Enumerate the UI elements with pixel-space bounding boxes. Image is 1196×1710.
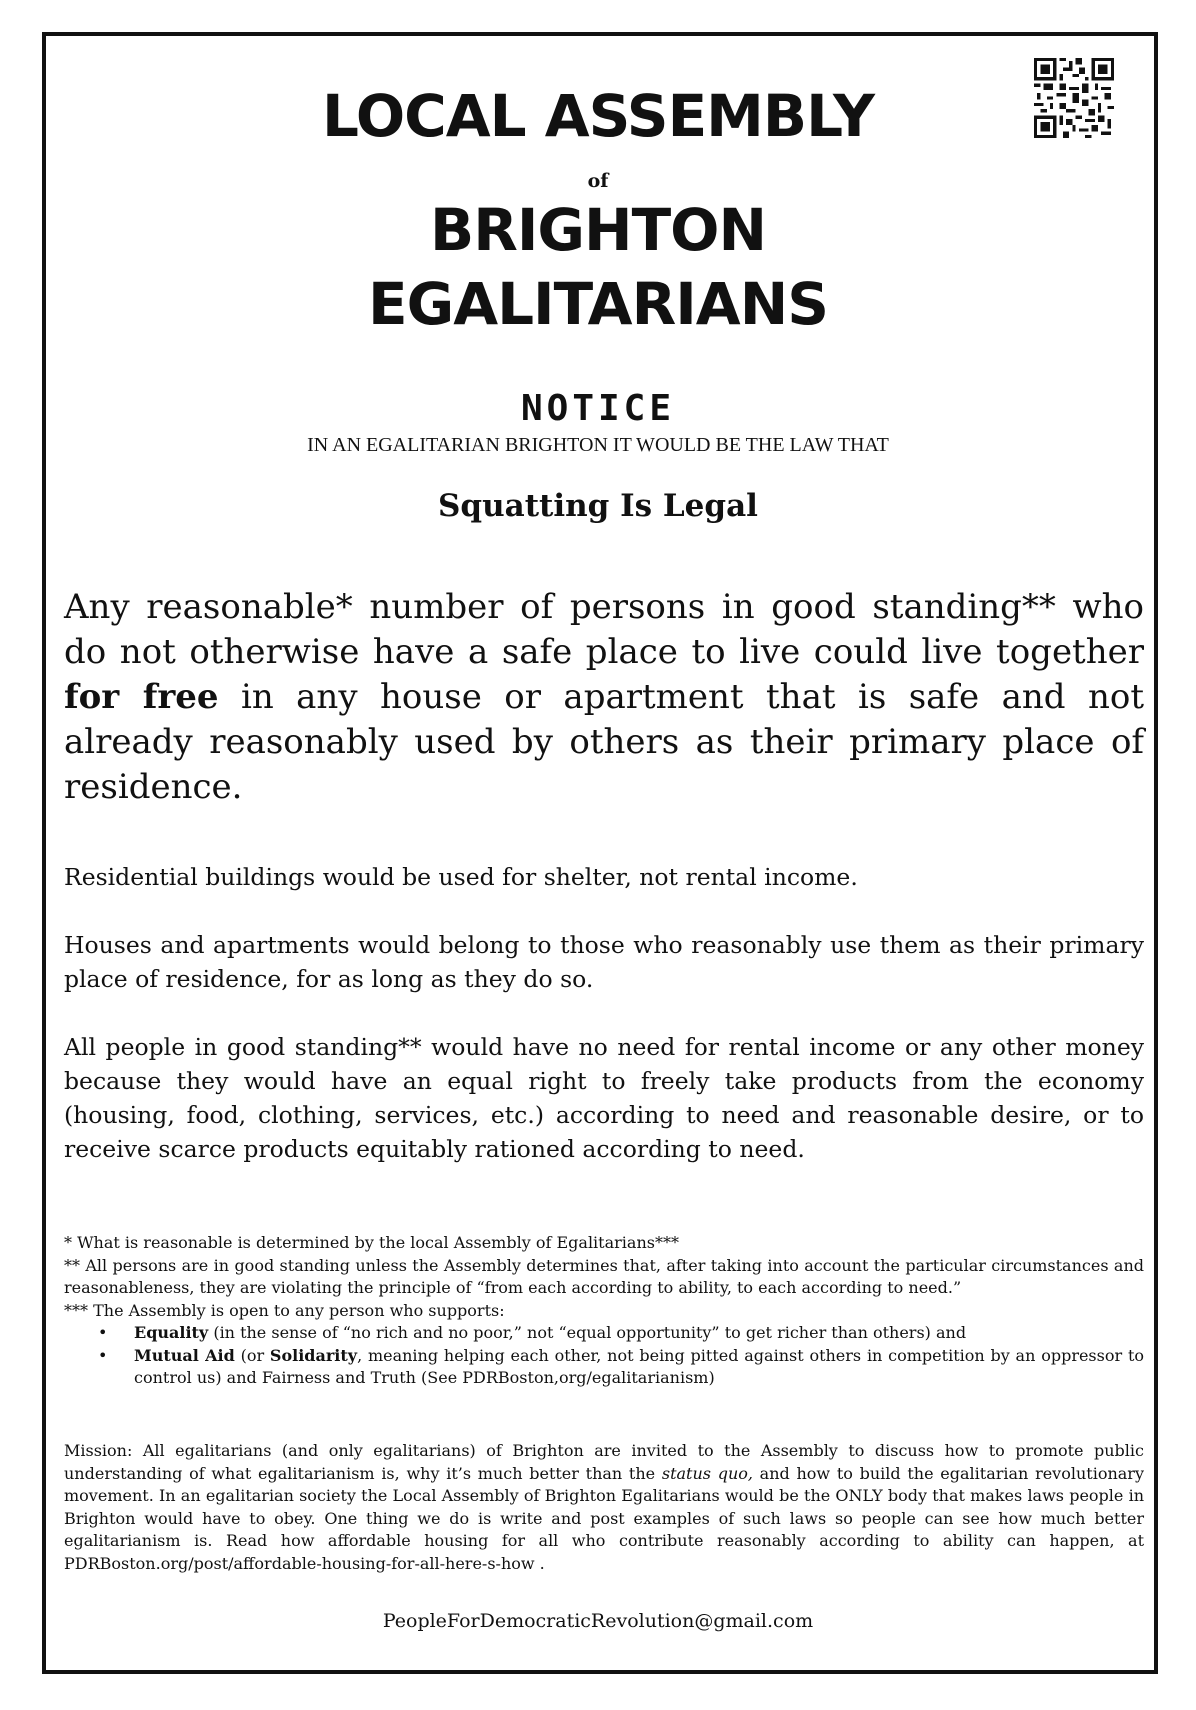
header-local-assembly: LOCAL ASSEMBLY bbox=[321, 82, 875, 150]
paragraph-residential: Residential buildings would be used for shelter, not rental income. bbox=[64, 863, 858, 891]
law-title: Squatting Is Legal bbox=[438, 488, 758, 524]
footnotes bbox=[64, 1232, 1144, 1390]
notice-subtitle: IN AN EGALITARIAN BRIGHTON IT WOULD BE THE LAW THAT bbox=[307, 434, 889, 456]
mission-paragraph: Mission: All egalitarians (and only egalitarians) of Brighton are invited to the Assembly to discuss how to promote public understanding of what egalitarianism is, why it’s much better than the status quo, and how to build the egalitarian revolutionary movement. In an egalitarian society the Local Assembly of Brighton Egalitarians would be the ONLY body that makes laws people in Brighton would have to obey. One thing we do is write and post examples of such laws so people can see how much better egalitarianism is. Read how affordable housing for all who contribute reasonably according to ability can happen, at PDRBoston.org/post/affordable-housing-for-all-here-s-how . bbox=[64, 1441, 1144, 1573]
contact-email[interactable]: PeopleForDemocraticRevolution@gmail.com bbox=[382, 1610, 814, 1632]
footnote-1: * What is reasonable is determined by the local Assembly of Egalitarians*** bbox=[64, 1233, 679, 1252]
bullet-mutual-aid: • Mutual Aid (or Solidarity, meaning helping each other, not being pitted against others in competition by an oppressor to control us) and Fairness and Truth (See PDRBoston,org/egalitarianism) bbox=[98, 1345, 1145, 1387]
footnote-3: *** The Assembly is open to any person who supports: bbox=[64, 1300, 505, 1320]
paragraph-all-people: All people in good standing** would have no need for rental income or any other money because they would have an equal right to freely take products from the economy (housing, food, clothing, services, etc.) according to need and reasonable desire, or to receive scarce products equitably rationed according to need. bbox=[64, 1033, 1144, 1163]
footnote-2: ** All persons are in good standing unless the Assembly determines that, after taking into account the particular circumstances and reasonableness, they are violating the principle of “from each according to ability, to each according to need.” bbox=[64, 1255, 1144, 1297]
paragraph-houses: Houses and apartments would belong to those who reasonably use them as their primary place of residence, for as long as they do so. bbox=[64, 931, 1144, 993]
notice-title: NOTICE bbox=[520, 388, 676, 429]
header-of: of bbox=[587, 170, 609, 192]
header-egalitarians: EGALITARIANS bbox=[367, 270, 829, 338]
for-free-emphasis: for free bbox=[64, 677, 219, 717]
header-brighton: BRIGHTON bbox=[429, 196, 766, 264]
bullet-equality: • Equality (in the sense of “no rich and no poor,” not “equal opportunity” to get richer than others) and bbox=[98, 1323, 967, 1342]
main-paragraph: Any reasonable* number of persons in good standing** who do not otherwise have a safe place to live could live together for free in any house or apartment that is safe and not already reasonably used by others as their primary place of residence. bbox=[64, 587, 1144, 807]
